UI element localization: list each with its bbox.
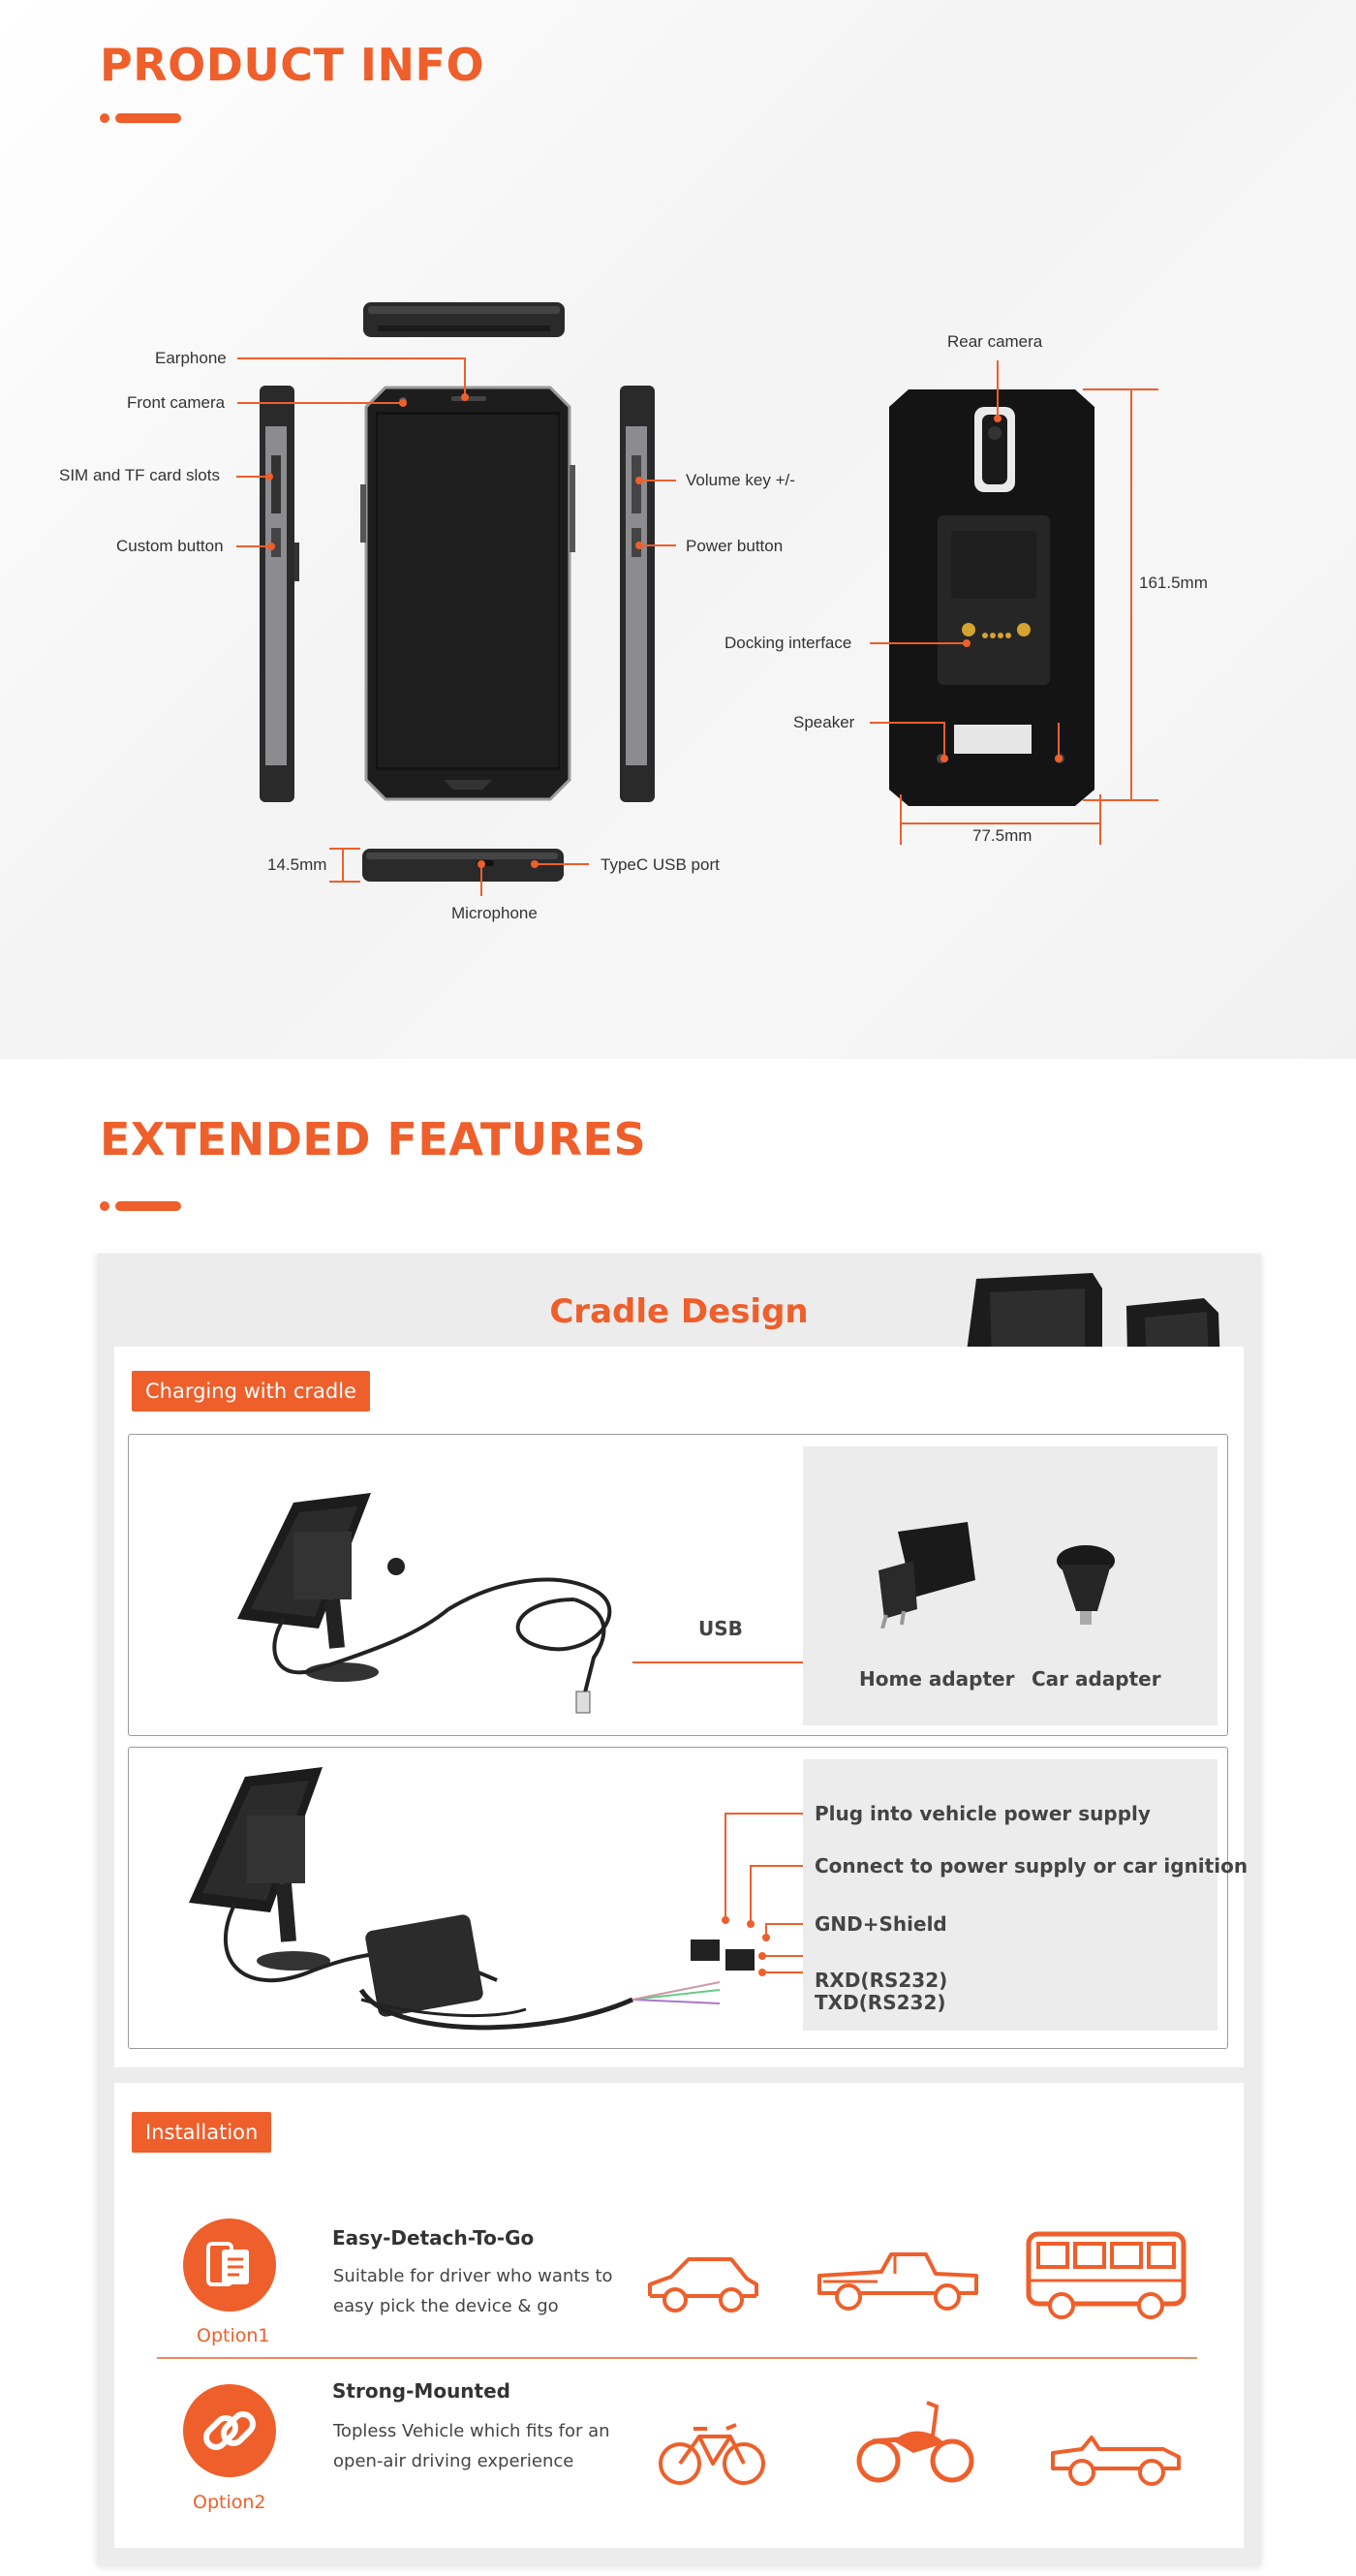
pickup-truck-icon <box>814 2243 983 2320</box>
charging-panel <box>114 1347 1248 2067</box>
label-typec-port: TypeC USB port <box>601 855 720 874</box>
label-volume-key: Volume key +/- <box>686 471 795 489</box>
usb-charging-box <box>128 1434 1228 1736</box>
car-adapter-icon <box>1047 1543 1125 1630</box>
top-view-device <box>363 302 565 337</box>
cradle-design-title: Cradle Design <box>549 1292 809 1331</box>
label-rear-camera: Rear camera <box>947 332 1043 351</box>
label-microphone: Microphone <box>451 904 538 922</box>
adapters-box <box>803 1446 1217 1725</box>
option1-desc: Suitable for driver who wants to easy pick the device & go <box>333 2266 613 2316</box>
wire-txd: TXD(RS232) <box>815 1991 946 2014</box>
wire-gnd: GND+Shield <box>815 1912 947 1936</box>
home-adapter-icon <box>859 1522 985 1629</box>
product-info-section <box>0 0 1356 1059</box>
bicycle-icon <box>657 2417 768 2490</box>
chain-link-icon <box>183 2384 276 2477</box>
label-custom-button: Custom button <box>116 537 224 555</box>
home-adapter-label: Home adapter <box>859 1667 1015 1691</box>
device-diagram <box>0 0 1356 1059</box>
label-power-button: Power button <box>686 537 784 555</box>
option1-label: Option1 <box>197 2325 270 2346</box>
wiring-box <box>128 1747 1248 2049</box>
installation-panel <box>114 2083 1244 2548</box>
wire-ignition: Connect to power supply or car ignition <box>815 1854 1248 1878</box>
label-speaker: Speaker <box>793 713 855 731</box>
label-sim-slots: SIM and TF card slots <box>59 466 220 484</box>
label-front-camera: Front camera <box>127 393 226 412</box>
usb-label: USB <box>698 1617 743 1640</box>
installation-tag: Installation <box>132 2112 271 2153</box>
left-side-device <box>260 386 299 802</box>
option1-icon-circle <box>183 2219 276 2312</box>
option2-title: Strong-Mounted <box>332 2379 510 2403</box>
extended-features-title: EXTENDED FEATURES <box>100 1113 647 1165</box>
option2-icon-circle <box>183 2384 276 2477</box>
title-underline <box>100 1201 187 1211</box>
option2-desc: Topless Vehicle which fits for an open-air driving experience <box>333 2421 610 2471</box>
usb-leader-line <box>632 1653 807 1672</box>
right-side-device <box>620 386 655 802</box>
label-width-dim: 77.5mm <box>972 826 1032 845</box>
wire-vehicle-power: Plug into vehicle power supply <box>815 1802 1151 1825</box>
wiring-labels-box <box>803 1759 1248 2031</box>
options-divider <box>157 2357 1197 2359</box>
product-info-title: PRODUCT INFO <box>100 39 485 91</box>
car-adapter-label: Car adapter <box>1032 1667 1161 1691</box>
label-height-dim: 161.5mm <box>1139 574 1208 592</box>
bus-icon <box>1023 2228 1189 2325</box>
motorcycle-icon <box>855 2397 976 2489</box>
back-view-device <box>889 389 1094 806</box>
features-card <box>97 1254 1261 2565</box>
label-thickness-dim: 14.5mm <box>267 855 327 874</box>
option1-title: Easy-Detach-To-Go <box>332 2226 535 2250</box>
car-icon <box>642 2248 763 2320</box>
phone-detach-icon <box>183 2219 276 2312</box>
convertible-icon <box>1047 2424 1185 2490</box>
label-docking-interface: Docking interface <box>724 634 852 652</box>
wire-rxd: RXD(RS232) <box>815 1969 948 1992</box>
front-view-device <box>360 388 575 799</box>
label-earphone: Earphone <box>155 349 227 367</box>
option2-label: Option2 <box>193 2492 266 2513</box>
cradle-usb-image <box>226 1464 768 1716</box>
charging-tag: Charging with cradle <box>132 1371 370 1412</box>
